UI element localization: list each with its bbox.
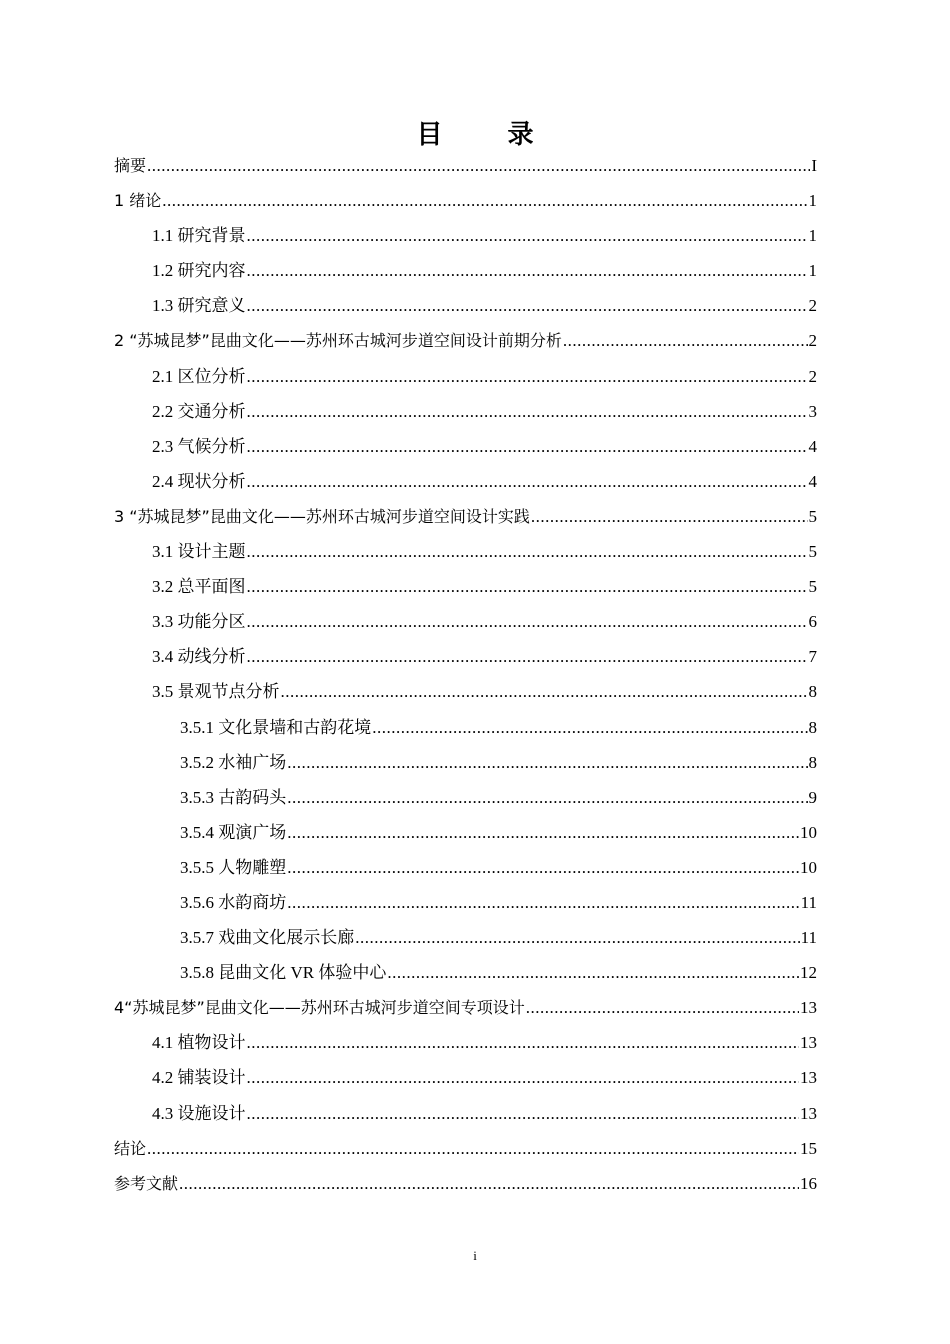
toc-entry-label: 2.3 气候分析	[152, 436, 246, 456]
dot-leader	[247, 644, 808, 670]
toc-entry[interactable]	[114, 679, 817, 714]
toc-entry[interactable]	[114, 469, 817, 504]
toc-entry-page: 7	[808, 647, 817, 667]
toc-entry[interactable]	[114, 293, 817, 328]
toc-entry-page: 4	[808, 471, 817, 491]
dot-leader	[387, 960, 799, 986]
dot-leader	[247, 399, 808, 425]
toc-entry-page: 5	[808, 542, 817, 562]
toc-entry-label: 3.5.3 古韵码头	[180, 787, 287, 807]
dot-leader	[247, 469, 808, 495]
toc-entry-label: 3.5.6 水韵商坊	[180, 892, 287, 912]
toc-entry-label: 1.3 研究意义	[152, 296, 246, 316]
toc-entry[interactable]	[114, 960, 817, 995]
toc-entry-page: 1	[808, 191, 817, 211]
dot-leader	[355, 925, 799, 951]
toc-entry-page: 16	[800, 1173, 817, 1193]
toc-entry-label: 3.5.7 戏曲文化展示长廊	[180, 928, 355, 948]
toc-entry-label: 3.5 景观节点分析	[152, 682, 280, 702]
toc-entry[interactable]	[114, 1030, 817, 1065]
dot-leader	[247, 574, 808, 600]
toc-entry[interactable]	[114, 644, 817, 679]
toc-entry-page: 5	[808, 506, 817, 526]
toc-entry[interactable]	[114, 785, 817, 820]
dot-leader	[247, 1065, 800, 1091]
dot-leader	[563, 328, 808, 354]
toc-entry-label: 2 “苏城昆梦”昆曲文化——苏州环古城河步道空间设计前期分析	[114, 331, 562, 351]
toc-entry[interactable]	[114, 188, 817, 223]
toc-entry-page: 13	[800, 1033, 817, 1053]
toc-entry-page: 13	[800, 1068, 817, 1088]
dot-leader	[247, 364, 808, 390]
dot-leader	[526, 995, 799, 1021]
toc-entry-page: 11	[800, 892, 817, 912]
toc-entry-label: 4“苏城昆梦”昆曲文化——苏州环古城河步道空间专项设计	[114, 998, 525, 1018]
toc-entry-page: 3	[808, 401, 817, 421]
toc-entry-page: 4	[808, 436, 817, 456]
toc-entry[interactable]	[114, 434, 817, 469]
toc-entry-page: 2	[808, 296, 817, 316]
dot-leader	[531, 504, 808, 530]
toc-entry-page: 5	[808, 577, 817, 597]
toc-entry-page: 2	[808, 366, 817, 386]
dot-leader	[247, 434, 808, 460]
dot-leader	[287, 785, 807, 811]
toc-entry-label: 2.1 区位分析	[152, 366, 246, 386]
toc-entry[interactable]	[114, 399, 817, 434]
toc-entry-label: 3.5.1 文化景墙和古韵花境	[180, 717, 372, 737]
toc-entry[interactable]	[114, 504, 817, 539]
toc-entry[interactable]	[114, 1171, 817, 1206]
toc-entry-label: 2.4 现状分析	[152, 471, 246, 491]
toc-entry-label: 参考文献	[114, 1173, 179, 1193]
toc-entry[interactable]	[114, 609, 817, 644]
dot-leader	[147, 153, 810, 179]
toc-entry-label: 3 “苏城昆梦”昆曲文化——苏州环古城河步道空间设计实践	[114, 506, 530, 526]
toc-entry-label: 1.1 研究背景	[152, 226, 246, 246]
toc-entry-label: 3.5.5 人物雕塑	[180, 857, 287, 877]
toc-entry[interactable]	[114, 925, 817, 960]
toc-entry[interactable]	[114, 364, 817, 399]
toc-entry[interactable]	[114, 820, 817, 855]
toc-entry-page: 13	[800, 1103, 817, 1123]
toc-entry-label: 4.1 植物设计	[152, 1033, 246, 1053]
dot-leader	[287, 855, 799, 881]
toc-entry-page: 8	[808, 682, 817, 702]
toc-entry[interactable]	[114, 223, 817, 258]
dot-leader	[247, 258, 808, 284]
toc-entry-label: 3.3 功能分区	[152, 612, 246, 632]
toc-entry[interactable]	[114, 1136, 817, 1171]
toc-entry-label: 结论	[114, 1138, 147, 1158]
toc-entry-page: 8	[808, 717, 817, 737]
toc-entry-page: 10	[800, 822, 817, 842]
toc-entry-page: 8	[808, 752, 817, 772]
toc-entry[interactable]	[114, 539, 817, 574]
dot-leader	[287, 890, 799, 916]
toc-entry-label: 3.5.4 观演广场	[180, 822, 287, 842]
dot-leader	[162, 188, 807, 214]
dot-leader	[287, 750, 807, 776]
toc-entry[interactable]	[114, 855, 817, 890]
toc-entry[interactable]	[114, 153, 817, 188]
dot-leader	[247, 539, 808, 565]
dot-leader	[287, 820, 799, 846]
toc-entry-label: 4.3 设施设计	[152, 1103, 246, 1123]
toc-entry-label: 1 绪论	[114, 191, 162, 211]
toc-entry-label: 3.2 总平面图	[152, 577, 246, 597]
table-of-contents	[114, 153, 817, 1206]
toc-entry-page: 1	[808, 226, 817, 246]
toc-entry-label: 4.2 铺装设计	[152, 1068, 246, 1088]
dot-leader	[179, 1171, 799, 1197]
toc-entry-page: 12	[800, 963, 817, 983]
toc-entry-page: 9	[808, 787, 817, 807]
toc-entry-label: 摘要	[114, 156, 147, 175]
dot-leader	[247, 1101, 800, 1127]
toc-entry[interactable]	[114, 574, 817, 609]
toc-entry[interactable]	[114, 750, 817, 785]
toc-entry-page: 13	[800, 998, 817, 1018]
page-number-footer: i	[473, 1248, 477, 1263]
toc-entry-page: 2	[808, 331, 817, 351]
toc-entry-label: 3.5.8 昆曲文化 VR 体验中心	[180, 963, 387, 983]
dot-leader	[281, 679, 808, 705]
toc-entry-label: 1.2 研究内容	[152, 261, 246, 281]
toc-entry[interactable]	[114, 1101, 817, 1136]
toc-entry[interactable]	[114, 715, 817, 750]
toc-entry-page: I	[811, 156, 817, 175]
toc-entry-label: 3.4 动线分析	[152, 647, 246, 667]
toc-entry-page: 10	[800, 857, 817, 877]
toc-entry[interactable]	[114, 1065, 817, 1100]
toc-entry-page: 1	[808, 261, 817, 281]
page-title: 目 录	[416, 120, 562, 150]
toc-entry-label: 3.5.2 水袖广场	[180, 752, 287, 772]
toc-entry[interactable]	[114, 995, 817, 1030]
toc-entry[interactable]	[114, 258, 817, 293]
toc-entry[interactable]	[114, 328, 817, 363]
dot-leader	[247, 293, 808, 319]
dot-leader	[247, 1030, 800, 1056]
dot-leader	[372, 715, 807, 741]
toc-entry-page: 11	[800, 928, 817, 948]
toc-entry-label: 2.2 交通分析	[152, 401, 246, 421]
toc-entry-page: 15	[800, 1138, 817, 1158]
toc-entry-page: 6	[808, 612, 817, 632]
toc-entry[interactable]	[114, 890, 817, 925]
dot-leader	[147, 1136, 799, 1162]
dot-leader	[247, 609, 808, 635]
dot-leader	[247, 223, 808, 249]
toc-entry-label: 3.1 设计主题	[152, 542, 246, 562]
